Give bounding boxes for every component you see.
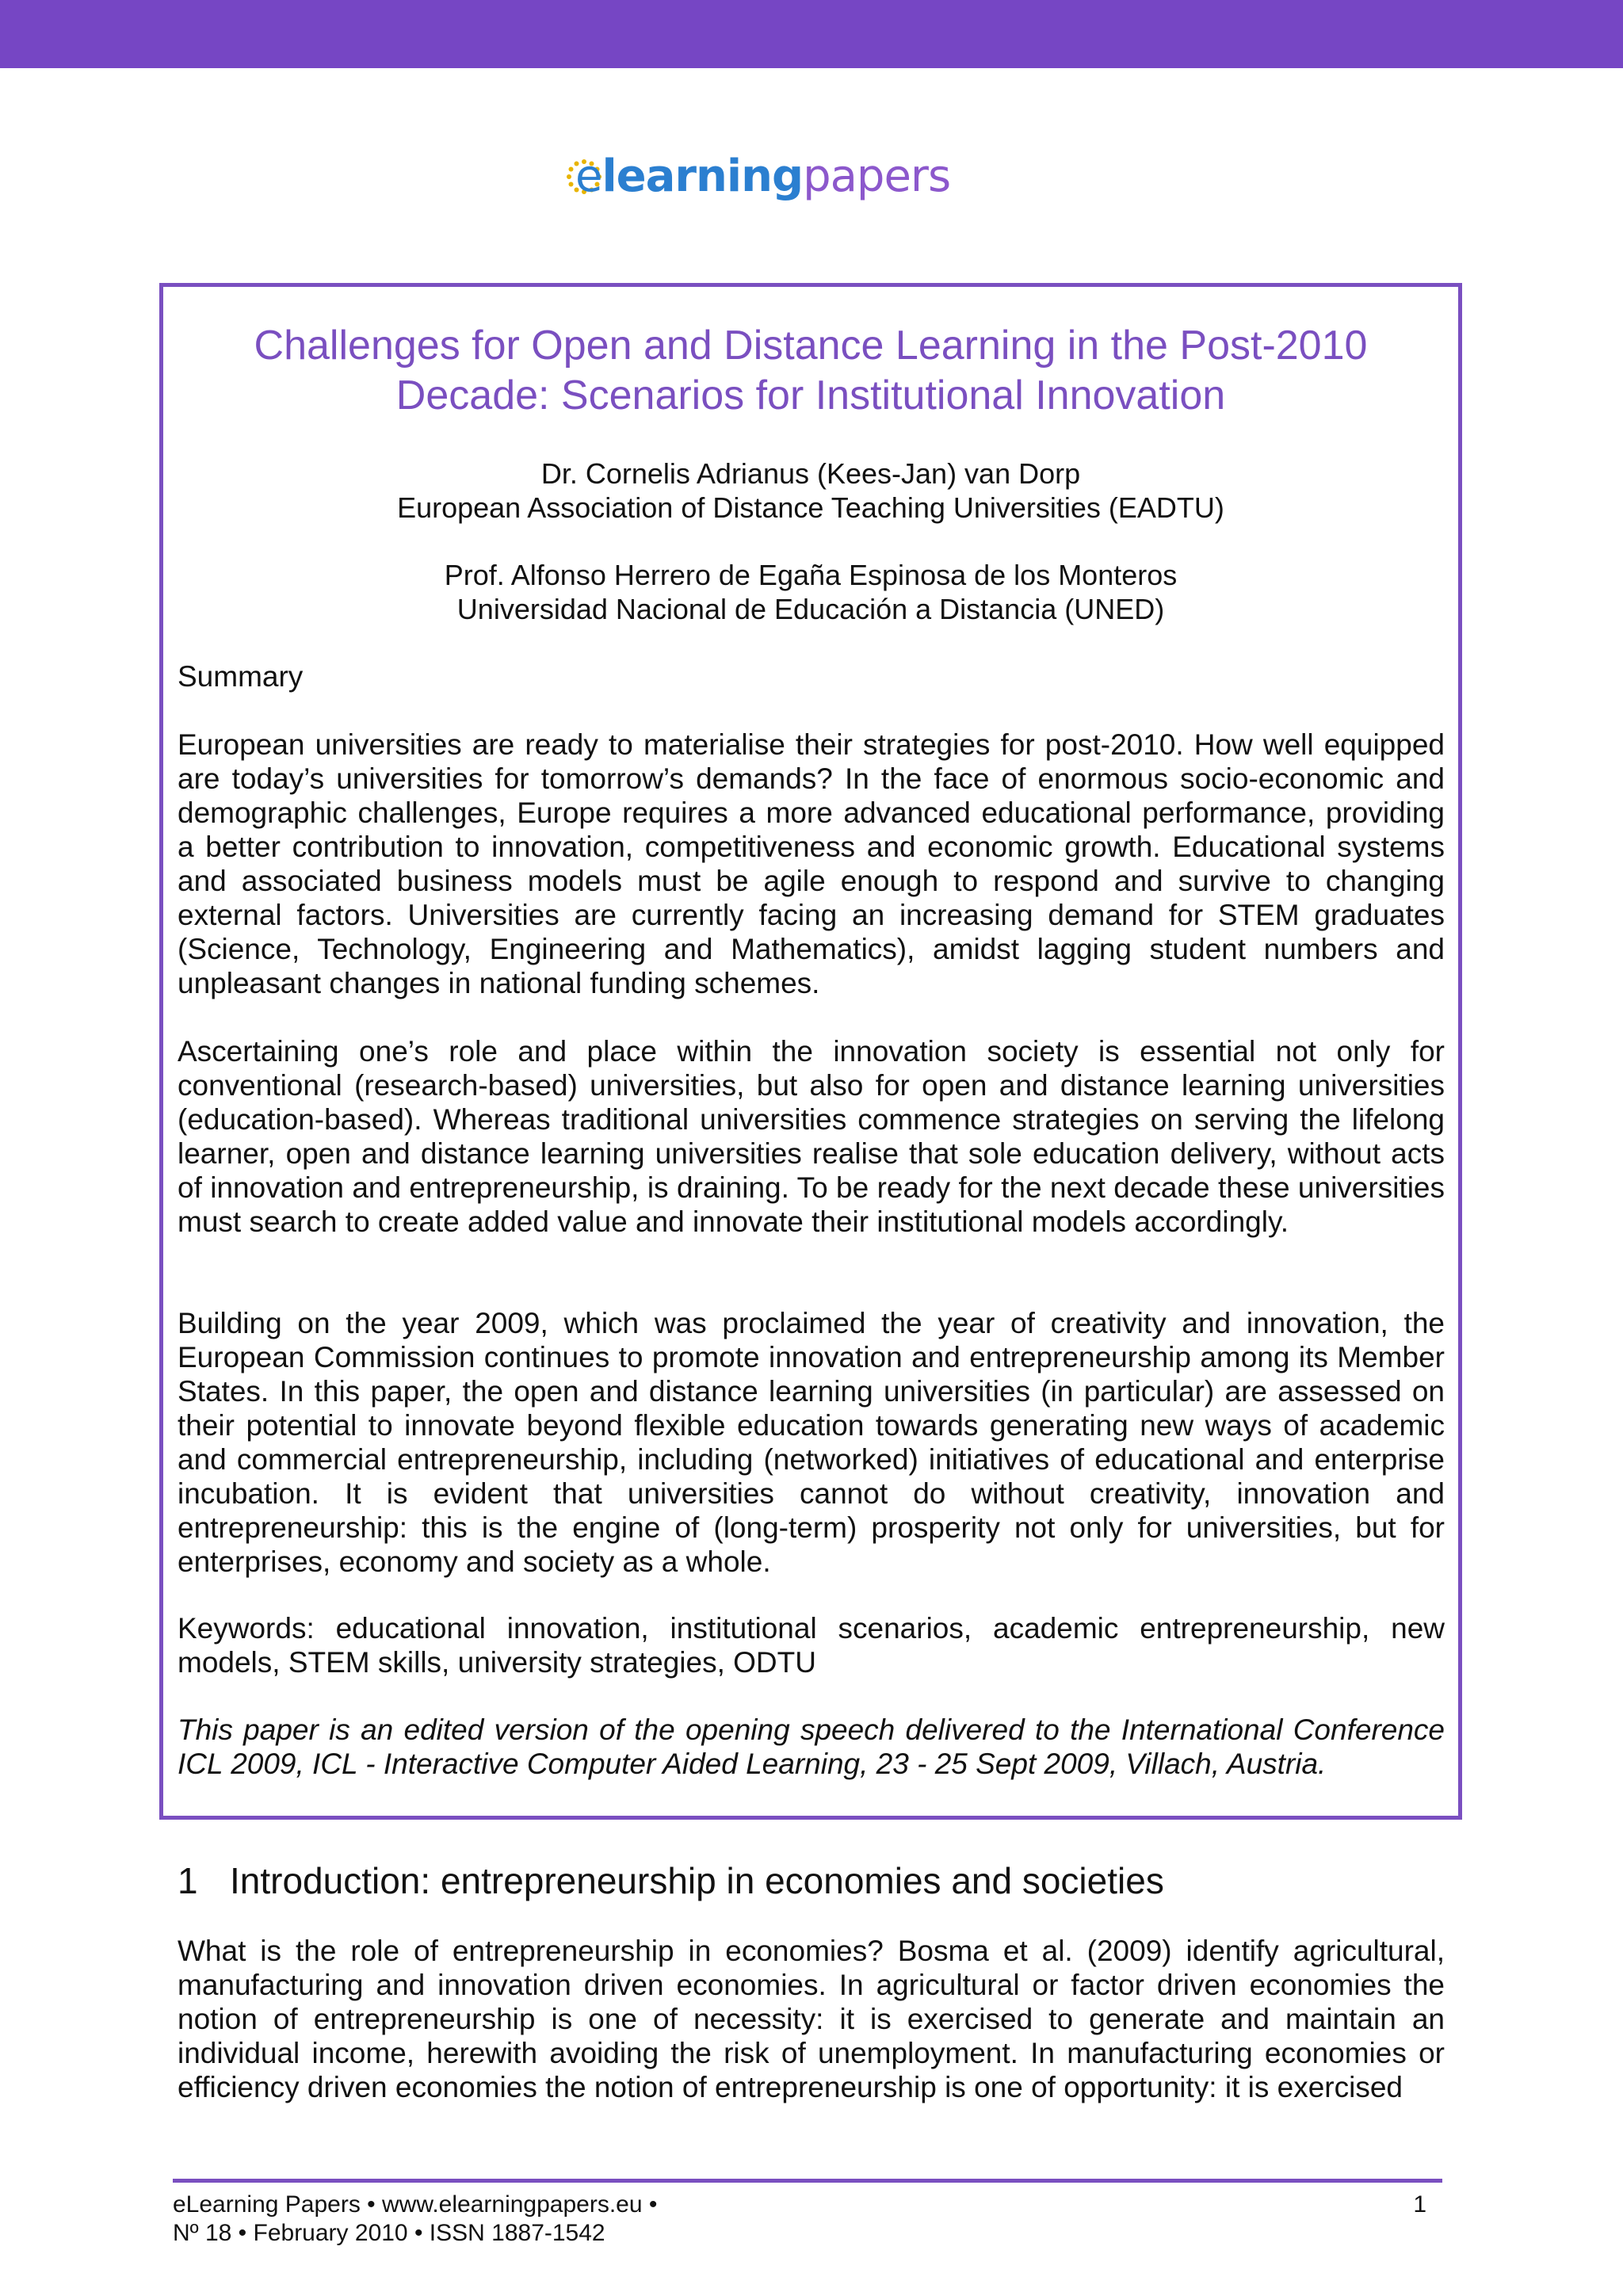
- logo-word-learning: learning: [601, 151, 804, 202]
- summary-paragraph-3: Building on the year 2009, which was proclaimed the year of creativity and innovation, the European Commission continues to promote innovation and entrepreneurship among its Member States. In this paper, the open and distance learning universities (in particular) are assessed on their potential to innovate beyond flexible education towards generating new ways of academic and commercial entrepreneurship, including (networked) initiatives of educational and enterprise incubation. It is evident that universities cannot do without creativity, innovation and entrepreneurship: this is the engine of (long-term) prosperity not only for universities, but for enterprises, economy and society as a whole.: [178, 1307, 1445, 1578]
- logo-letter-e: e: [575, 151, 602, 202]
- section-number: 1: [178, 1860, 198, 1901]
- author-name: Dr. Cornelis Adrianus (Kees-Jan) van Dorp: [540, 457, 1081, 490]
- author-affiliation: European Association of Distance Teaching Universities (EADTU): [397, 491, 1224, 524]
- author-name: Prof. Alfonso Herrero de Egaña Espinosa de los Monteros: [444, 559, 1178, 591]
- elearningpapers-logo: [566, 149, 950, 204]
- keywords: [178, 1611, 1445, 1679]
- section-heading: [178, 1859, 1164, 1903]
- title-line-1: Challenges for Open and Distance Learning in the Post-2010: [254, 323, 1368, 369]
- footer-line-2: Nº 18 • February 2010 • ISSN 1887-1542: [173, 2220, 605, 2246]
- logo-word-papers: papers: [803, 151, 951, 202]
- title-line-2: Decade: Scenarios for Institutional Innovation: [395, 372, 1226, 418]
- summary-paragraph-1: European universities are ready to materialise their strategies for post-2010. How well equipped are today’s universities for tomorrow’s demands? In the face of enormous socio-economic and demographic challenges, Europe requires a more advanced educational performance, providing a better contribution to innovation, competitiveness and economic growth. Educational systems and associated business models must be agile enough to respond and survive to changing external factors. Universities are currently facing an increasing demand for STEM graduates (Science, Technology, Engineering and Mathematics), amidst lagging student numbers and unpleasant changes in national funding schemes.: [178, 728, 1445, 999]
- paper-title: [166, 321, 1455, 421]
- keywords-label: Keywords: [178, 1612, 307, 1645]
- footer-divider: [173, 2179, 1442, 2183]
- summary-paragraph-2: Ascertaining one’s role and place within the innovation society is essential not only for conventional (research-based) universities, but also for open and distance learning universities (education-based). Whereas traditional universities commence strategies on serving the lifelong learner, open and distance learning universities realise that sole education delivery, without acts of innovation and entrepreneurship, is draining. To be ready for the next decade these universities must search to create added value and innovate their institutional models accordingly.: [178, 1035, 1445, 1238]
- author-affiliation: Universidad Nacional de Educación a Distancia (UNED): [456, 593, 1165, 625]
- page-number: 1: [1413, 2191, 1426, 2218]
- summary-heading: Summary: [178, 660, 304, 693]
- top-banner: [0, 0, 1623, 68]
- author-block-1: [166, 457, 1455, 525]
- keywords-text: : educational innovation, institutional scenarios, academic entrepreneurship, new models, STEM skills, university strategies, ODTU: [178, 1612, 1445, 1679]
- footer-line-1: eLearning Papers • www.elearningpapers.eu •: [173, 2191, 658, 2218]
- section-paragraph: What is the role of entrepreneurship in economies? Bosma et al. (2009) identify agricultural, manufacturing and innovation driven economies. In agricultural or factor driven economies the notion of entrepreneurship is one of necessity: it is exercised to generate and maintain an individual income, herewith avoiding the risk of unemployment. In manufacturing economies or efficiency driven economies the notion of entrepreneurship is one of opportunity: it is exercised: [178, 1935, 1445, 2103]
- section-title: Introduction: entrepreneurship in economies and societies: [230, 1860, 1164, 1901]
- author-block-2: [166, 558, 1455, 626]
- publication-note: This paper is an edited version of the opening speech delivered to the International Conference ICL 2009, ICL - Interactive Computer Aided Learning, 23 - 25 Sept 2009, Villach, Austria.: [178, 1713, 1445, 1780]
